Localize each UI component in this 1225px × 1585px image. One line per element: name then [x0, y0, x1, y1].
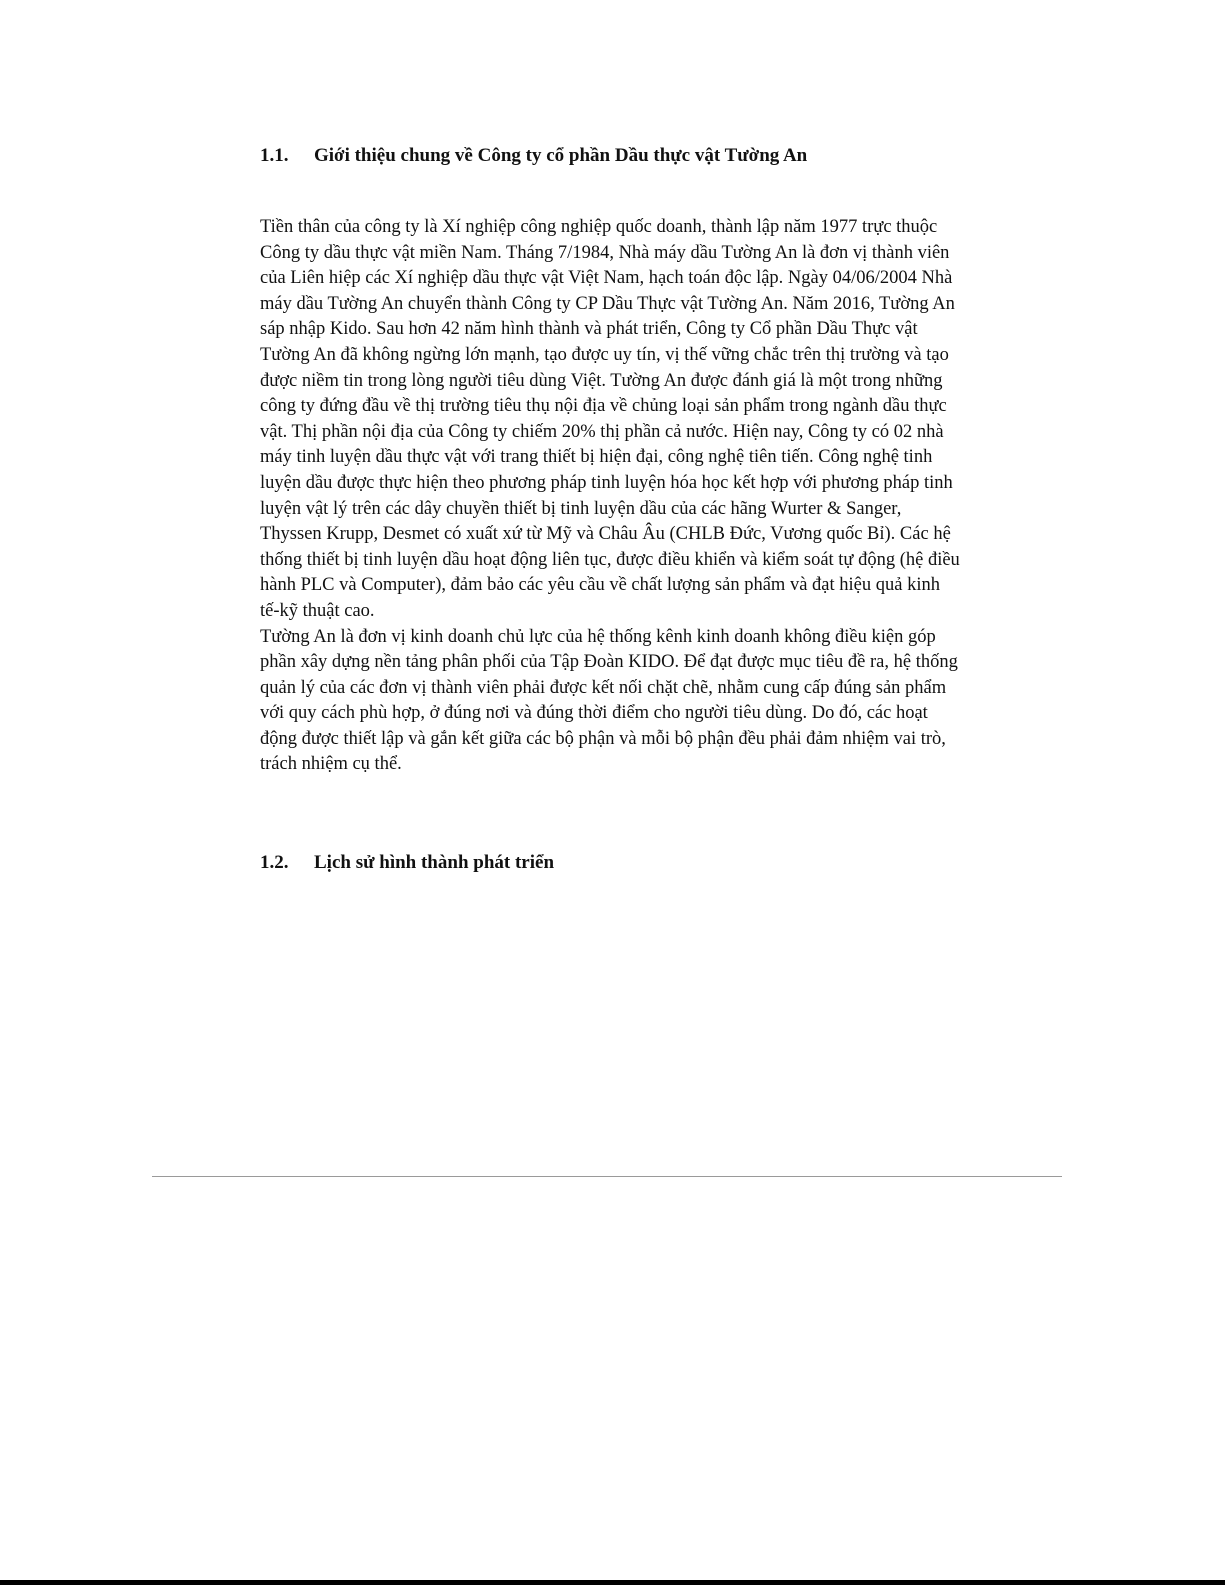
section-number: 1.1.	[260, 145, 289, 166]
section-title: Lịch sử hình thành phát triển	[314, 852, 555, 873]
page-bottom-edge	[0, 1580, 1225, 1585]
section-number: 1.2.	[260, 852, 289, 873]
section-heading-1-1	[260, 144, 807, 168]
paragraph-distribution: Tường An là đơn vị kinh doanh chủ lực của hệ thống kênh kinh doanh không điều kiện góp phần xây dựng nền tảng phân phối của Tập Đoàn KIDO. Để đạt được mục tiêu đề ra, hệ thống quản lý của các đơn vị thành viên phải được kết nối chặt chẽ, nhằm cung cấp đúng sản phẩm với quy cách phù hợp, ở đúng nơi và đúng thời điểm cho người tiêu dùng. Do đó, các hoạt động được thiết lập và gắn kết giữa các bộ phận và mỗi bộ phận đều phải đảm nhiệm vai trò, trách nhiệm cụ thể.	[260, 626, 958, 775]
section-heading-1-2	[260, 851, 554, 875]
section-body	[260, 215, 960, 778]
page-divider	[152, 1176, 1062, 1177]
paragraph-history: Tiền thân của công ty là Xí nghiệp công nghiệp quốc doanh, thành lập năm 1977 trực thuộc Công ty dầu thực vật miền Nam. Tháng 7/1984, Nhà máy dầu Tường An là đơn vị thành viên của Liên hiệp các Xí nghiệp dầu thực vật Việt Nam, hạch toán độc lập. Ngày 04/06/2004 Nhà máy dầu Tường An chuyển thành Công ty CP Dầu Thực vật Tường An. Năm 2016, Tường An sáp nhập Kido. Sau hơn 42 năm hình thành và phát triển, Công ty Cổ phần Dầu Thực vật Tường An đã không ngừng lớn mạnh, tạo được uy tín, vị thế vững chắc trên thị trường và tạo được niềm tin trong lòng người tiêu dùng Việt. Tường An được đánh giá là một trong những công ty đứng đầu về thị trường tiêu thụ nội địa về chủng loại sản phẩm trong ngành dầu thực vật. Thị phần nội địa của Công ty chiếm 20% thị phần cả nước. Hiện nay, Công ty có 02 nhà máy tinh luyện dầu thực vật với trang thiết bị hiện đại, công nghệ tiên tiến. Công nghệ tinh luyện dầu được thực hiện theo phương pháp tinh luyện hóa học kết hợp với phương pháp tinh luyện vật lý trên các dây chuyền thiết bị tinh luyện dầu của các hãng Wurter & Sanger, Thyssen Krupp, Desmet có xuất xứ từ Mỹ và Châu Âu (CHLB Đức, Vương quốc Bỉ). Các hệ thống thiết bị tinh luyện dầu hoạt động liên tục, được điều khiển và kiểm soát tự động (hệ điều hành PLC và Computer), đảm bảo các yêu cầu về chất lượng sản phẩm và đạt hiệu quả kinh tế-kỹ thuật cao.	[260, 217, 960, 621]
section-title: Giới thiệu chung về Công ty cổ phần Dầu thực vật Tường An	[314, 145, 808, 166]
